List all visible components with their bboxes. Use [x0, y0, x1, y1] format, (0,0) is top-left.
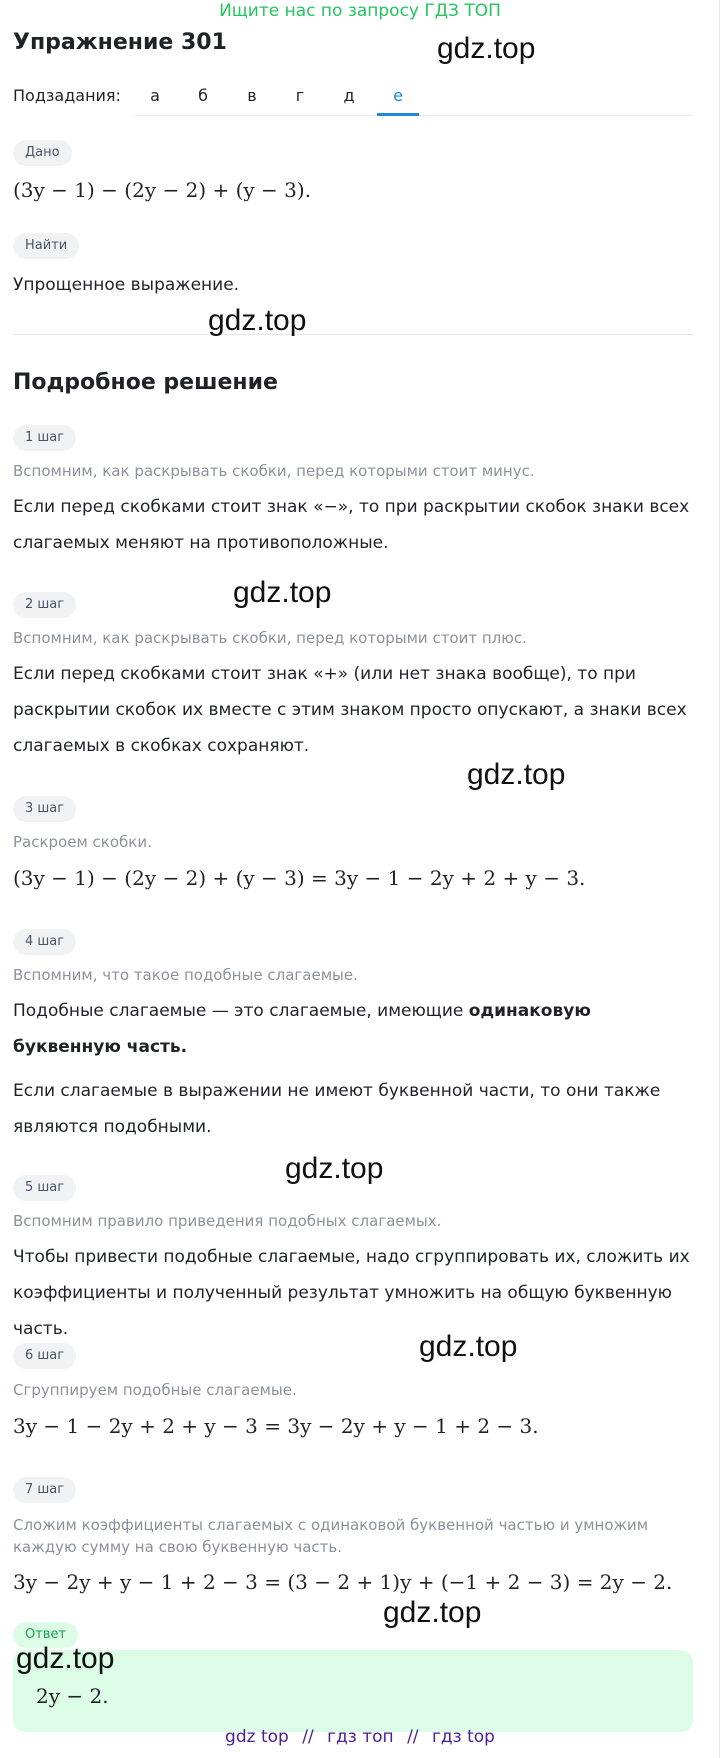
tab-subtask-v[interactable]: в	[247, 86, 257, 105]
step-formula: 3y − 1 − 2y + 2 + y − 3 = 3y − 2y + y − 1 + 2 − 3.	[13, 1414, 539, 1438]
active-tab-indicator	[377, 113, 419, 116]
step-pill: 4 шаг	[13, 929, 76, 955]
step-hint: Вспомним, как раскрывать скобки, перед которыми стоит минус.	[13, 462, 535, 480]
footer-link[interactable]: гдз топ	[327, 1727, 394, 1747]
footer-link[interactable]: гдз top	[431, 1727, 495, 1747]
tab-subtask-e[interactable]: е	[393, 86, 403, 105]
tab-subtask-d[interactable]: д	[343, 86, 355, 105]
step-text	[13, 993, 693, 1065]
watermark: gdz.top	[16, 1642, 115, 1675]
watermark: gdz.top	[383, 1596, 482, 1629]
watermark: gdz.top	[467, 758, 566, 791]
top-banner[interactable]: Ищите нас по запросу ГДЗ ТОП	[219, 1, 501, 21]
step-hint: Вспомним правило приведения подобных слагаемых.	[13, 1212, 442, 1230]
step-hint: Вспомним, что такое подобные слагаемые.	[13, 966, 358, 984]
watermark: gdz.top	[208, 304, 307, 337]
tab-subtask-b[interactable]: б	[198, 86, 208, 105]
footer-links	[0, 1727, 720, 1747]
step-formula: (3y − 1) − (2y − 2) + (y − 3) = 3y − 1 − 2y + 2 + y − 3.	[13, 866, 586, 890]
step-hint: Раскроем скобки.	[13, 833, 152, 851]
watermark: gdz.top	[285, 1152, 384, 1185]
step-pill: 2 шаг	[13, 592, 76, 618]
watermark: gdz.top	[437, 32, 536, 65]
footer-link[interactable]: gdz top	[225, 1727, 289, 1747]
page-title: Упражнение 301	[13, 30, 227, 55]
step-pill: 1 шаг	[13, 425, 76, 451]
step-text: Если перед скобками стоит знак «−», то при раскрытии скобок знаки всех слагаемых меняют на противоположные.	[13, 497, 690, 553]
answer-box	[13, 1650, 693, 1732]
watermark: gdz.top	[419, 1330, 518, 1363]
step-pill: 3 шаг	[13, 796, 76, 822]
answer-pill: Ответ	[13, 1622, 78, 1648]
step-formula: 3y − 2y + y − 1 + 2 − 3 = (3 − 2 + 1)y + (−1 + 2 − 3) = 2y − 2.	[13, 1570, 673, 1594]
step-pill: 5 шаг	[13, 1175, 76, 1201]
step-pill: 7 шаг	[13, 1477, 76, 1503]
tab-subtask-a[interactable]: а	[150, 86, 160, 105]
step-pill: 6 шаг	[13, 1343, 76, 1369]
step-text: Чтобы привести подобные слагаемые, надо сгруппировать их, сложить их коэффициенты и полученный результат умножить на общую буквенную часть.	[13, 1247, 690, 1339]
given-pill: Дано	[13, 140, 72, 166]
section-divider	[13, 334, 693, 335]
given-formula: (3y − 1) − (2y − 2) + (y − 3).	[13, 178, 312, 202]
tab-subtask-g[interactable]: г	[295, 86, 305, 105]
footer-separator: //	[407, 1727, 419, 1747]
find-text: Упрощенное выражение.	[13, 275, 240, 295]
subtasks-label: Подзадания:	[13, 86, 121, 105]
footer-separator: //	[302, 1727, 314, 1747]
solution-title: Подробное решение	[13, 370, 278, 395]
step-hint: Сложим коэффициенты слагаемых с одинаковой буквенной частью и умножим каждую сумму на свою буквенную часть.	[13, 1516, 649, 1556]
step-text-bold: одинаковую буквенную часть	[13, 1001, 591, 1057]
step-hint: Вспомним, как раскрывать скобки, перед которыми стоит плюс.	[13, 629, 527, 647]
step-hint: Сгруппируем подобные слагаемые.	[13, 1381, 297, 1399]
find-pill: Найти	[13, 233, 79, 259]
step-text-part: Подобные слагаемые — это слагаемые, имеющие	[13, 1001, 469, 1021]
step-text-2: Если слагаемые в выражении не имеют буквенной части, то они также являются подобными.	[13, 1081, 661, 1137]
step-text: Если перед скобками стоит знак «+» (или нет знака вообще), то при раскрытии скобок их вместе с этим знаком просто опускают, а знаки всех слагаемых в скобках сохраняют.	[13, 664, 687, 756]
answer-formula: 2y − 2.	[36, 1684, 109, 1708]
watermark: gdz.top	[233, 576, 332, 609]
step-text-end: .	[180, 1037, 188, 1057]
